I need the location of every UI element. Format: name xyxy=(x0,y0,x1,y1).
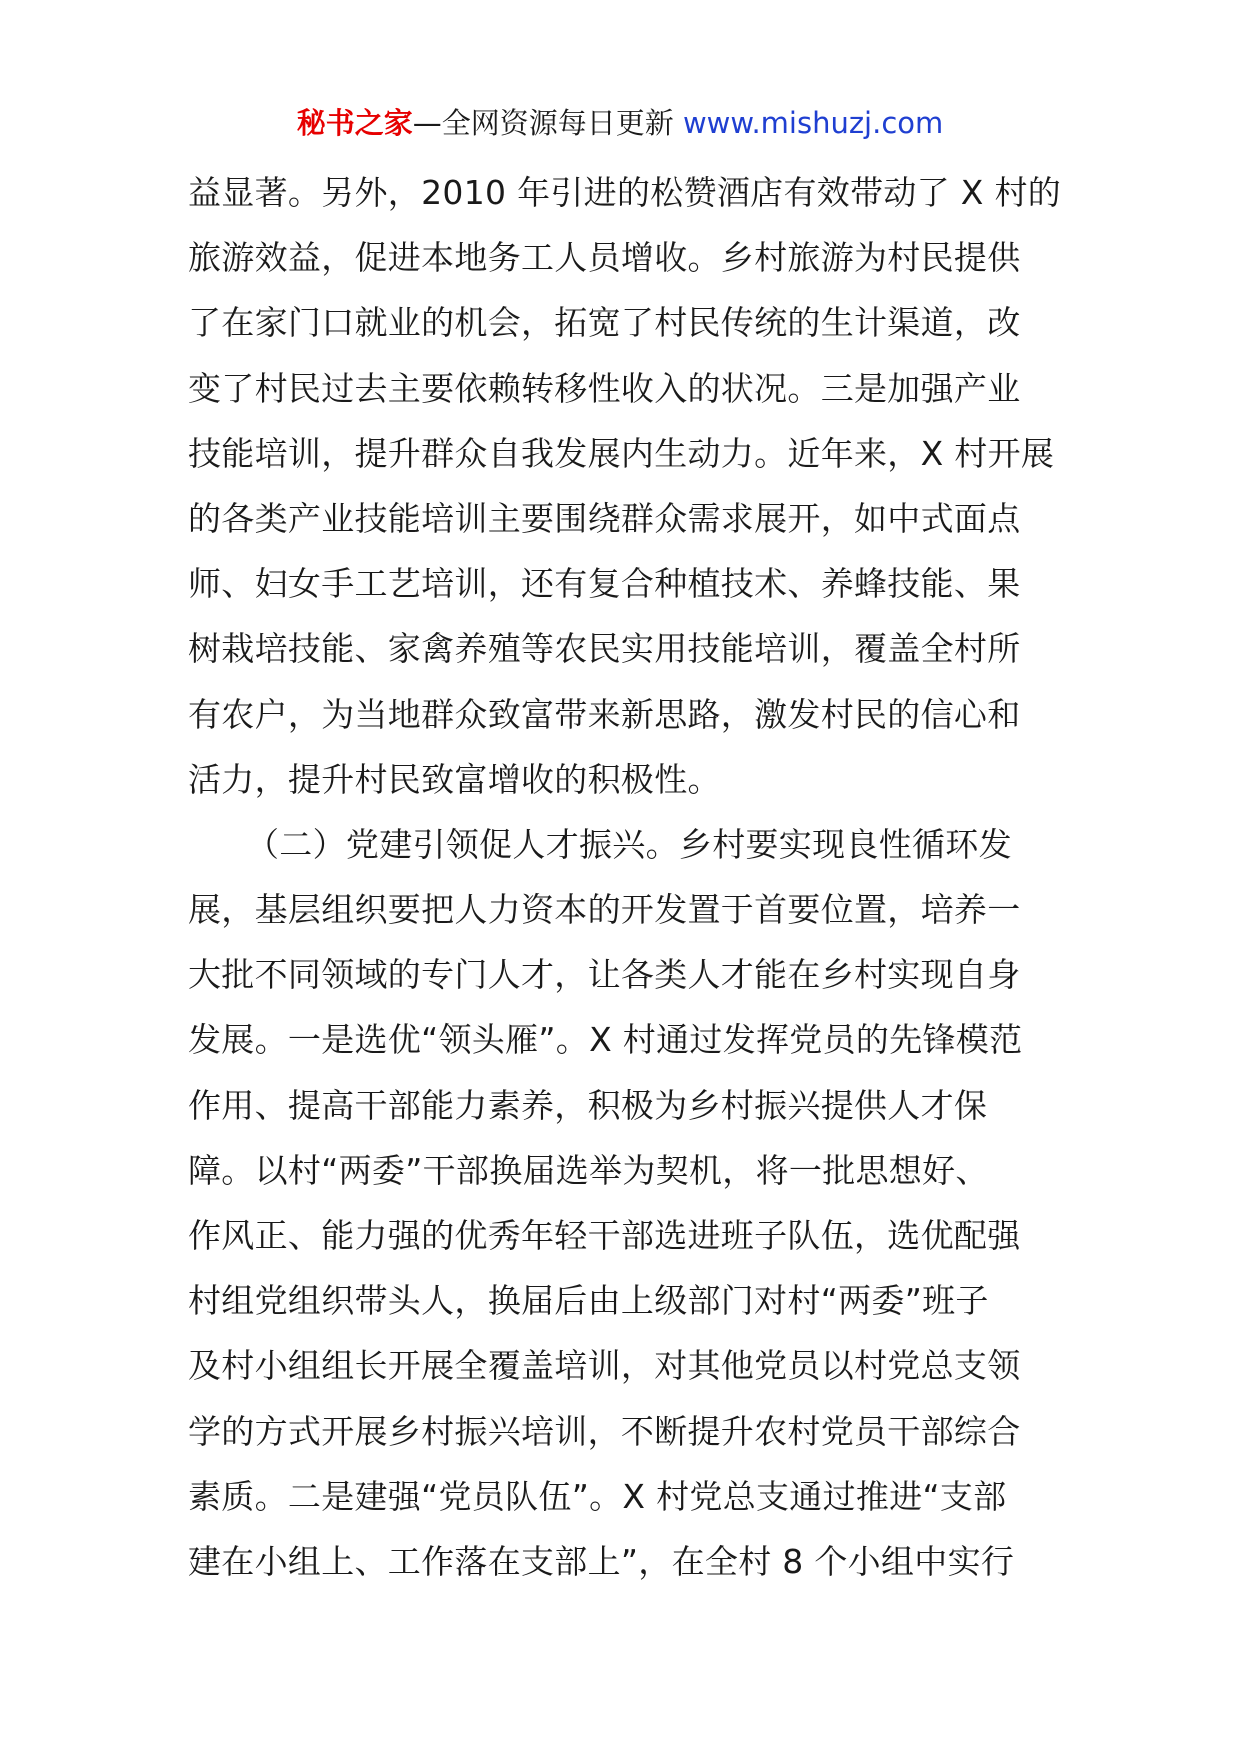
section-heading-line: （二）党建引领促人才振兴。乡村要实现良性循环发 xyxy=(246,824,1012,864)
text-line: 活力，提升村民致富增收的积极性。 xyxy=(188,759,721,799)
text-line: 作用、提高干部能力素养，积极为乡村振兴提供人才保 xyxy=(188,1085,988,1125)
text-line: 村组党组织带头人，换届后由上级部门对村“两委”班子 xyxy=(188,1281,989,1321)
text-line: 展，基层组织要把人力资本的开发置于首要位置，培养一 xyxy=(188,890,1021,930)
text-line: 建在小组上、工作落在支部上”，在全村 8 个小组中实行 xyxy=(188,1541,1015,1581)
text-line: 障。以村“两委”干部换届选举为契机，将一批思想好、 xyxy=(188,1150,989,1190)
text-line: 师、妇女手工艺培训，还有复合种植技术、养蜂技能、果 xyxy=(188,564,1021,604)
text-line: 旅游效益，促进本地务工人员增收。乡村旅游为村民提供 xyxy=(188,238,1021,278)
text-line: 的各类产业技能培训主要围绕群众需求展开，如中式面点 xyxy=(188,498,1021,538)
text-line: 益显著。另外，2010 年引进的松赞酒店有效带动了 X 村的 xyxy=(188,173,1062,212)
text-line: 素质。二是建强“党员队伍”。X 村党总支通过推进“支部 xyxy=(188,1476,1007,1516)
text-line: 发展。一是选优“领头雁”。X 村通过发挥党员的先锋模范 xyxy=(188,1020,1023,1060)
header-tagline: —全网资源每日更新 xyxy=(412,106,674,140)
text-line: 了在家门口就业的机会，拓宽了村民传统的生计渠道，改 xyxy=(188,303,1021,343)
text-line: 有农户，为当地群众致富带来新思路，激发村民的信心和 xyxy=(188,694,1021,734)
header-brand: 秘书之家 xyxy=(296,106,413,140)
page-header xyxy=(0,103,1240,143)
text-line: 变了村民过去主要依赖转移性收入的状况。三是加强产业 xyxy=(188,368,1021,408)
text-line: 树栽培技能、家禽养殖等农民实用技能培训，覆盖全村所 xyxy=(188,629,1021,669)
text-line: 大批不同领域的专门人才，让各类人才能在乡村实现自身 xyxy=(188,955,1021,995)
text-line: 学的方式开展乡村振兴培训，不断提升农村党员干部综合 xyxy=(188,1411,1021,1451)
document-body xyxy=(188,160,1062,1594)
text-line: 技能培训，提升群众自我发展内生动力。近年来，X 村开展 xyxy=(188,433,1055,473)
text-line: 作风正、能力强的优秀年轻干部选进班子队伍，选优配强 xyxy=(188,1216,1021,1255)
header-url-link[interactable]: www.mishuzj.com xyxy=(682,106,944,140)
text-line: 及村小组组长开展全覆盖培训，对其他党员以村党总支领 xyxy=(188,1346,1021,1386)
